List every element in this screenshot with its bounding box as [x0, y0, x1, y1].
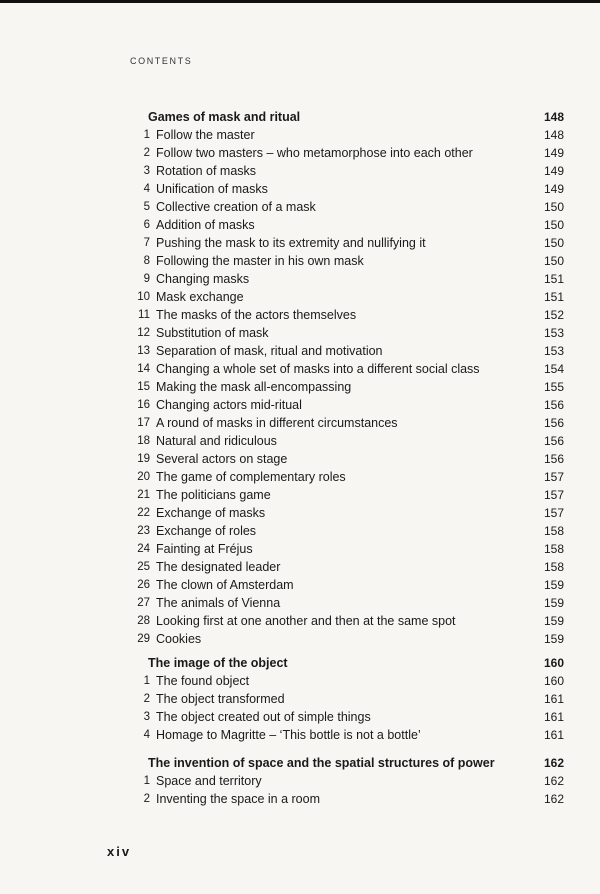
toc-entry: [110, 198, 564, 216]
entry-title: Cookies: [156, 632, 202, 646]
section-title: The invention of space and the spatial structures of power: [148, 756, 495, 770]
page-top-edge: [0, 0, 600, 3]
toc-entry: [110, 180, 564, 198]
toc-entry: [110, 612, 564, 630]
entry-number: 3: [143, 711, 150, 723]
entry-title: Changing a whole set of masks into a different social class: [156, 362, 480, 376]
toc-entry: [110, 540, 564, 558]
toc-entry: [110, 360, 564, 378]
entry-title: Making the mask all-encompassing: [156, 380, 352, 394]
entry-title: Changing masks: [156, 272, 250, 286]
page-number: xiv: [107, 844, 132, 859]
section-page: 160: [543, 656, 564, 670]
entry-title: Mask exchange: [156, 290, 244, 304]
entry-number: 11: [138, 309, 150, 321]
entry-number: 15: [137, 381, 150, 393]
toc-entry: [110, 558, 564, 576]
entry-title: Rotation of masks: [156, 164, 257, 178]
entry-number: 2: [143, 147, 150, 159]
entry-page: 151: [543, 290, 564, 304]
entry-number: 3: [143, 165, 150, 177]
entry-title: The designated leader: [156, 560, 281, 574]
toc-entry: [110, 342, 564, 360]
entry-title: Following the master in his own mask: [156, 254, 364, 268]
entry-page: 150: [543, 218, 564, 232]
section-heading: [110, 108, 564, 126]
section-title: The image of the object: [148, 656, 288, 670]
toc-entry: [110, 252, 564, 270]
entry-number: 23: [137, 525, 150, 537]
toc-entry: [110, 790, 564, 808]
toc-entry: [110, 378, 564, 396]
entry-number: 12: [137, 327, 150, 339]
entry-number: 5: [143, 201, 150, 213]
entry-page: 161: [543, 692, 564, 706]
toc-entry: [110, 708, 564, 726]
toc-entry: [110, 726, 564, 744]
section-page: 148: [543, 110, 564, 124]
entry-number: 9: [143, 273, 150, 285]
toc-entry: [110, 594, 564, 612]
entry-number: 14: [137, 363, 150, 375]
entry-number: 27: [137, 597, 150, 609]
entry-page: 162: [543, 774, 564, 788]
toc-section: [110, 654, 564, 744]
entry-page: 161: [543, 728, 564, 742]
toc-entry: [110, 432, 564, 450]
entry-page: 158: [543, 560, 564, 574]
entry-number: 2: [143, 793, 150, 805]
entry-title: The clown of Amsterdam: [156, 578, 294, 592]
section-heading: [110, 754, 564, 772]
entry-title: Separation of mask, ritual and motivation: [156, 344, 383, 358]
entry-number: 25: [137, 561, 150, 573]
toc-entry: [110, 468, 564, 486]
entry-number: 21: [137, 489, 150, 501]
entry-page: 150: [543, 236, 564, 250]
entry-title: Substitution of mask: [156, 326, 269, 340]
entry-number: 1: [143, 675, 150, 687]
toc-entry: [110, 486, 564, 504]
toc-entry: [110, 270, 564, 288]
entry-page: 158: [543, 524, 564, 538]
entry-title: Exchange of roles: [156, 524, 257, 538]
entry-page: 153: [543, 344, 564, 358]
entry-number: 6: [143, 219, 150, 231]
entry-title: Follow the master: [156, 128, 255, 142]
toc-entry: [110, 396, 564, 414]
toc-entry: [110, 414, 564, 432]
entry-page: 159: [543, 614, 564, 628]
entry-title: Addition of masks: [156, 218, 255, 232]
entry-page: 157: [543, 470, 564, 484]
entry-number: 16: [137, 399, 150, 411]
entry-title: Looking first at one another and then at the same spot: [156, 614, 456, 628]
entry-page: 155: [543, 380, 564, 394]
entry-title: Follow two masters – who metamorphose into each other: [156, 146, 473, 160]
entry-number: 1: [143, 775, 150, 787]
entry-page: 162: [543, 792, 564, 806]
entry-number: 1: [143, 129, 150, 141]
entry-title: Collective creation of a mask: [156, 200, 316, 214]
entry-number: 7: [143, 237, 150, 249]
entry-number: 22: [137, 507, 150, 519]
toc-section: [110, 108, 564, 648]
entry-title: The found object: [156, 674, 250, 688]
toc-entry: [110, 630, 564, 648]
entry-page: 156: [543, 452, 564, 466]
toc-entry: [110, 162, 564, 180]
entry-number: 17: [137, 417, 150, 429]
toc-entry: [110, 216, 564, 234]
entry-page: 157: [543, 488, 564, 502]
entry-number: 26: [137, 579, 150, 591]
entry-title: Natural and ridiculous: [156, 434, 277, 448]
entry-page: 152: [543, 308, 564, 322]
entry-page: 160: [543, 674, 564, 688]
toc-section: [110, 754, 564, 808]
toc-entry: [110, 672, 564, 690]
entry-page: 153: [543, 326, 564, 340]
entry-title: The object transformed: [156, 692, 285, 706]
entry-title: The animals of Vienna: [156, 596, 281, 610]
entry-title: The object created out of simple things: [156, 710, 371, 724]
entry-number: 2: [143, 693, 150, 705]
entry-title: Unification of masks: [156, 182, 268, 196]
entry-number: 8: [143, 255, 150, 267]
entry-number: 18: [137, 435, 150, 447]
toc-entry: [110, 522, 564, 540]
entry-number: 13: [137, 345, 150, 357]
toc-entry: [110, 306, 564, 324]
entry-page: 149: [543, 146, 564, 160]
entry-title: Pushing the mask to its extremity and nullifying it: [156, 236, 426, 250]
toc-entry: [110, 504, 564, 522]
toc-entry: [110, 234, 564, 252]
entry-page: 161: [543, 710, 564, 724]
entry-page: 156: [543, 416, 564, 430]
entry-page: 150: [543, 200, 564, 214]
entry-number: 10: [137, 291, 150, 303]
entry-number: 4: [143, 183, 150, 195]
toc-entry: [110, 772, 564, 790]
entry-title: The masks of the actors themselves: [156, 308, 357, 322]
entry-number: 28: [137, 615, 150, 627]
entry-page: 151: [543, 272, 564, 286]
entry-title: Several actors on stage: [156, 452, 288, 466]
entry-page: 156: [543, 434, 564, 448]
toc-entry: [110, 324, 564, 342]
toc-entry: [110, 288, 564, 306]
entry-page: 158: [543, 542, 564, 556]
entry-title: Homage to Magritte – ‘This bottle is not a bottle’: [156, 728, 421, 742]
section-page: 162: [543, 756, 564, 770]
entry-page: 149: [543, 164, 564, 178]
toc-entry: [110, 690, 564, 708]
entry-title: The game of complementary roles: [156, 470, 346, 484]
section-heading: [110, 654, 564, 672]
entry-page: 150: [543, 254, 564, 268]
entry-number: 19: [137, 453, 150, 465]
entry-number: 20: [137, 471, 150, 483]
toc-entry: [110, 144, 564, 162]
toc-entry: [110, 450, 564, 468]
section-title: Games of mask and ritual: [148, 110, 301, 124]
entry-page: 156: [543, 398, 564, 412]
toc-entry: [110, 126, 564, 144]
entry-page: 149: [543, 182, 564, 196]
entry-title: Space and territory: [156, 774, 262, 788]
entry-page: 159: [543, 632, 564, 646]
entry-number: 4: [143, 729, 150, 741]
entry-page: 159: [543, 596, 564, 610]
entry-page: 159: [543, 578, 564, 592]
entry-title: A round of masks in different circumstances: [156, 416, 398, 430]
entry-page: 154: [543, 362, 564, 376]
entry-number: 29: [137, 633, 150, 645]
entry-title: Changing actors mid-ritual: [156, 398, 302, 412]
entry-title: The politicians game: [156, 488, 271, 502]
toc-entry: [110, 576, 564, 594]
running-head: CONTENTS: [130, 56, 193, 66]
entry-title: Exchange of masks: [156, 506, 266, 520]
entry-title: Inventing the space in a room: [156, 792, 320, 806]
entry-page: 157: [543, 506, 564, 520]
entry-number: 24: [137, 543, 150, 555]
entry-page: 148: [543, 128, 564, 142]
entry-title: Fainting at Fréjus: [156, 542, 253, 556]
